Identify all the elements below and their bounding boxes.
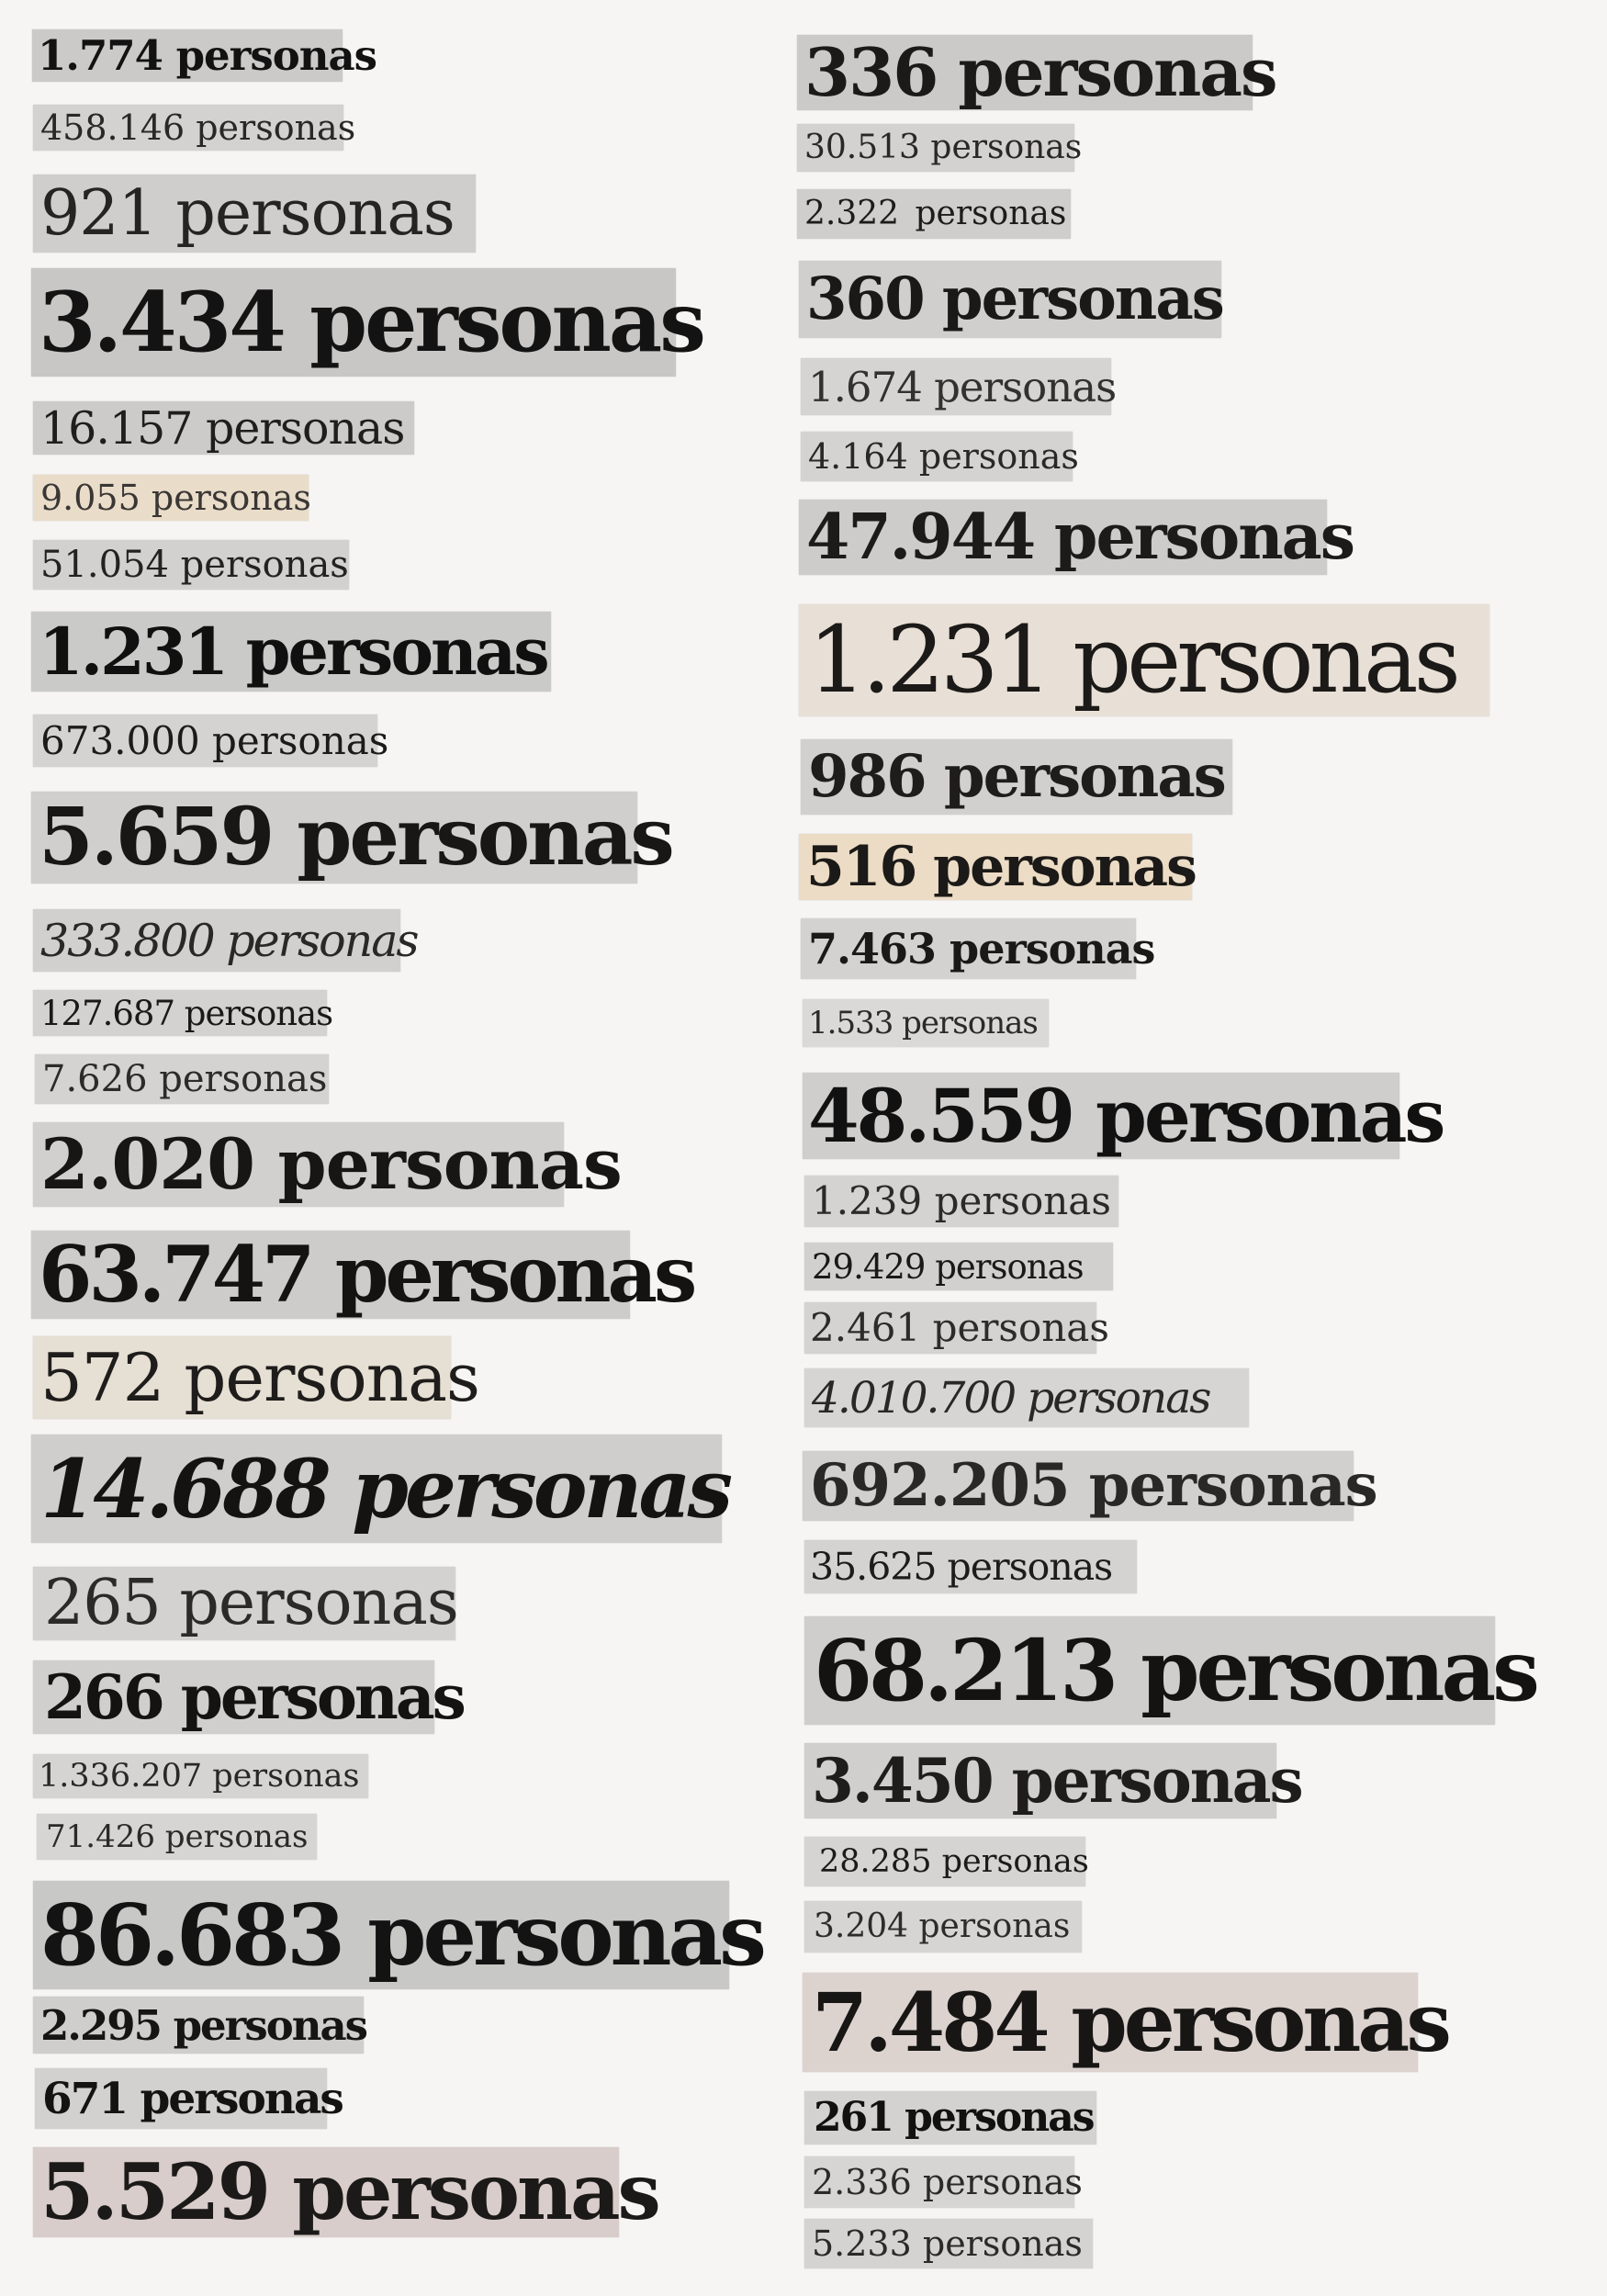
clipping-left-22: 86.683 personas: [33, 1881, 729, 1989]
clipping-left-15: 63.747 personas: [31, 1231, 630, 1319]
clipping-right-21: 3.450 personas: [804, 1743, 1276, 1818]
clipping-left-4: 3.434 personas: [31, 268, 676, 377]
clipping-right-27: 5.233 personas: [804, 2219, 1093, 2268]
clipping-right-5: 1.674 personas: [801, 358, 1111, 415]
clipping-right-3: 2.322 personas: [797, 189, 1071, 239]
clipping-right-22: 28.285 personas: [804, 1837, 1085, 1886]
clipping-right-2: 30.513 personas: [797, 124, 1074, 172]
clipping-right-18: 692.205 personas: [803, 1451, 1354, 1521]
clipping-right-17: 4.010.700 personas: [804, 1368, 1249, 1427]
clipping-right-20: 68.213 personas: [804, 1616, 1495, 1725]
clipping-left-16: 572 personas: [33, 1336, 451, 1419]
clipping-left-6: 9.055 personas: [33, 475, 309, 521]
clipping-right-14: 1.239 personas: [804, 1176, 1118, 1227]
clipping-left-14: 2.020 personas: [33, 1122, 564, 1207]
clipping-right-11: 7.463 personas: [801, 918, 1136, 979]
clipping-right-25: 261 personas: [804, 2091, 1096, 2144]
clipping-right-13: 48.559 personas: [803, 1073, 1399, 1159]
clipping-left-24: 671 personas: [35, 2068, 327, 2129]
clipping-left-20: 1.336.207 personas: [33, 1754, 368, 1798]
clipping-left-18: 265 personas: [33, 1567, 455, 1640]
clipping-right-15: 29.429 personas: [804, 1243, 1113, 1290]
clipping-left-10: 5.659 personas: [31, 792, 637, 884]
clipping-left-23: 2.295 personas: [33, 1997, 364, 2054]
clipping-left-13: 7.626 personas: [35, 1054, 329, 1104]
clipping-left-17: 14.688 personas: [31, 1435, 722, 1543]
clipping-right-7: 47.944 personas: [799, 500, 1327, 575]
clipping-left-25: 5.529 personas: [33, 2147, 619, 2237]
clipping-right-12: 1.533 personas: [803, 999, 1049, 1047]
clipping-left-21: 71.426 personas: [37, 1814, 317, 1860]
clipping-right-24: 7.484 personas: [803, 1973, 1418, 2072]
clipping-right-4: 360 personas: [799, 261, 1221, 338]
clipping-right-9: 986 personas: [801, 739, 1232, 815]
clipping-left-11: 333.800 personas: [33, 909, 400, 972]
clipping-left-5: 16.157 personas: [33, 401, 414, 455]
clipping-left-2: 458.146 personas: [33, 105, 343, 151]
clipping-left-9: 673.000 personas: [33, 715, 377, 767]
clipping-right-19: 35.625 personas: [804, 1540, 1137, 1593]
clipping-right-26: 2.336 personas: [804, 2156, 1074, 2208]
clipping-left-7: 51.054 personas: [33, 540, 349, 590]
clipping-right-1: 336 personas: [797, 35, 1253, 110]
clipping-right-23: 3.204 personas: [804, 1901, 1082, 1953]
clipping-right-16: 2.461 personas: [804, 1302, 1096, 1354]
clipping-left-3: 921 personas: [33, 174, 476, 253]
clipping-right-6: 4.164 personas: [801, 432, 1073, 481]
clipping-left-19: 266 personas: [33, 1660, 434, 1734]
clipping-right-10: 516 personas: [799, 834, 1192, 900]
clipping-left-12: 127.687 personas: [33, 990, 327, 1036]
clipping-right-8: 1.231 personas: [799, 604, 1489, 716]
clipping-left-1: 1.774 personas: [32, 29, 343, 82]
clipping-left-8: 1.231 personas: [31, 612, 551, 692]
